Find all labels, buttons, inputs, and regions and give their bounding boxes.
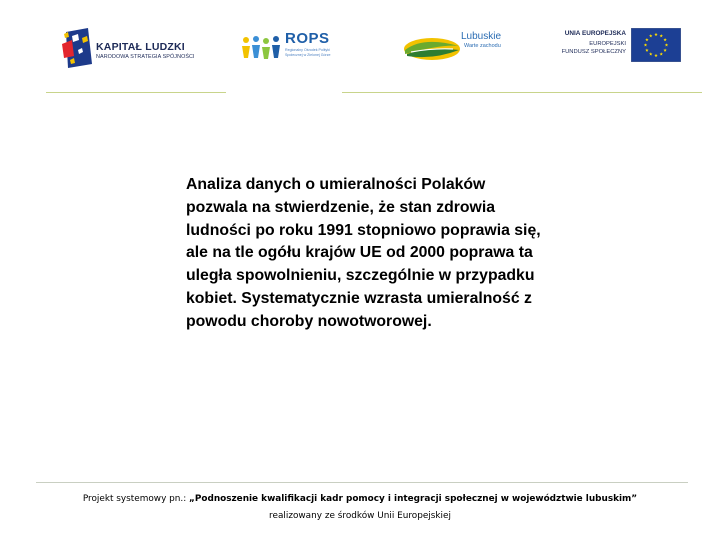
main-text: Analiza danych o umieralności Polaków pozwala na stwierdzenie, że stan zdrowia ludności po roku 1991 stopniowo poprawia się, ale na tle ogółu krajów UE od 2000 poprawa ta uległa spowolnieniu, szczególnie w przypadku kobiet. Systematycznie wzrasta umieralność z powodu choroby nowotworowej.: [186, 176, 541, 330]
footer: [40, 491, 680, 525]
eu-flag-icon: [631, 28, 681, 62]
logo-bar: [0, 0, 720, 90]
footer-project-name: „Podnoszenie kwalifikacji kadr pomocy i integracji społecznej w województwie lubuskim”: [189, 494, 638, 504]
unia-europejska-logo: [556, 26, 681, 66]
header-divider-right: [342, 92, 702, 93]
kapital-ludzki-logo: [58, 26, 203, 70]
ue-line-1: UNIA EUROPEJSKA: [564, 30, 626, 37]
header-divider-left: [46, 92, 226, 93]
lubuskie-title: Lubuskie: [461, 31, 502, 42]
kapital-ludzki-emblem-icon: [58, 26, 94, 70]
kapital-ludzki-title: KAPITAŁ LUDZKI: [96, 41, 185, 53]
kapital-ludzki-subtitle: NARODOWA STRATEGIA SPÓJNOŚCI: [96, 54, 195, 60]
rops-title: ROPS: [285, 30, 330, 47]
lubuskie-logo: [403, 30, 513, 66]
rops-subtitle: Regionalny Ośrodek Polityki Społecznej w Zielonej Górze: [285, 48, 331, 57]
footer-prefix: Projekt systemowy pn.:: [82, 494, 190, 504]
rops-logo: [240, 28, 335, 68]
rops-people-icon: [240, 34, 284, 64]
ue-line-2: EUROPEJSKI: [589, 41, 626, 47]
lubuskie-subtitle: Warte zachodu: [464, 43, 501, 49]
ue-line-3: FUNDUSZ SPOŁECZNY: [561, 49, 626, 55]
footer-line-2: realizowany ze środków Unii Europejskiej: [269, 511, 451, 521]
footer-divider: [36, 482, 688, 483]
lubuskie-landscape-icon: [403, 34, 461, 64]
footer-line-1: [40, 491, 680, 508]
